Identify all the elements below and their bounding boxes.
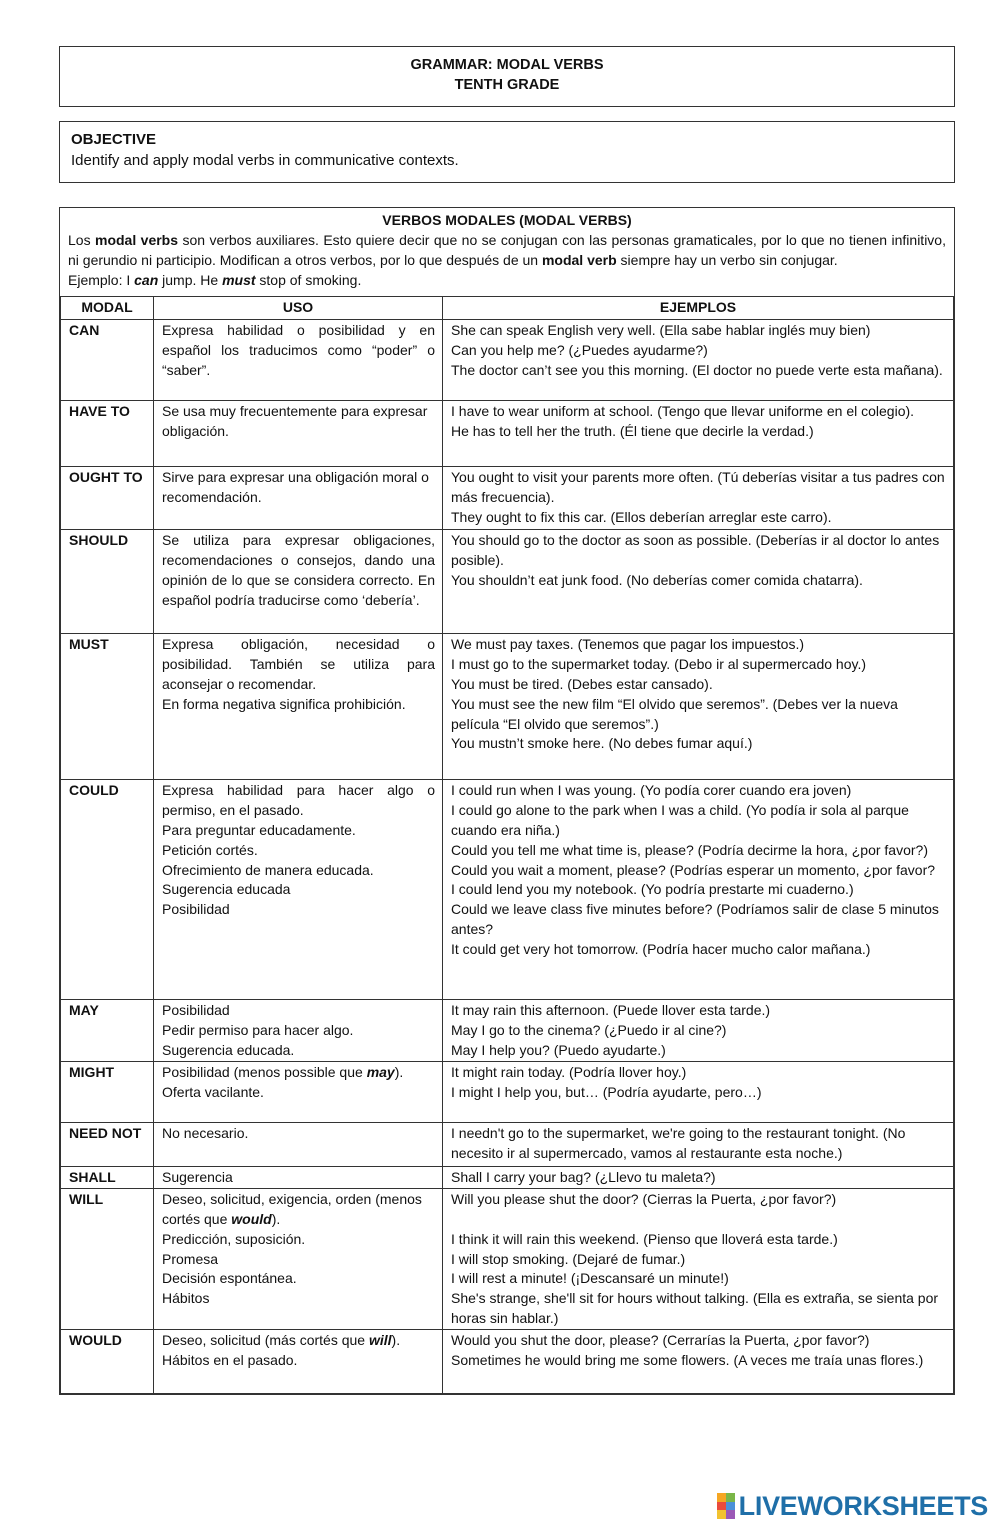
table-row [61, 779, 954, 999]
uso-line: Hábitos en el pasado. [162, 1352, 298, 1369]
table-header-row [61, 297, 954, 320]
table-row [61, 633, 954, 779]
header-ejemplos: EJEMPLOS [443, 297, 954, 320]
uso-cell [154, 633, 443, 779]
modal-cell: WILL [61, 1188, 154, 1329]
uso-line: Deseo, solicitud (más cortés que will). [162, 1332, 401, 1349]
title-box [59, 46, 955, 107]
intro-section [60, 208, 954, 296]
table-row [61, 400, 954, 466]
uso-line: Hábitos [162, 1290, 210, 1307]
modal-cell: CAN [61, 319, 154, 400]
uso-cell [154, 1188, 443, 1329]
example-line: I could go alone to the park when I was a child. (Yo podía ir sola al parque cuando era niña.) [451, 801, 909, 838]
example-line: The doctor can’t see you this morning. (El doctor no puede verte esta mañana). [451, 361, 943, 378]
liveworksheets-icon [717, 1493, 735, 1519]
page-subtitle: TENTH GRADE [454, 77, 560, 93]
uso-line: Expresa obligación, necesidad o posibilidad. También se utiliza para aconsejar o recomendar. [162, 635, 435, 692]
example-line: It may rain this afternoon. (Puede llover esta tarde.) [451, 1001, 771, 1018]
ejemplos-cell [443, 1330, 954, 1394]
example-line: It might rain today. (Podría llover hoy.) [451, 1063, 687, 1080]
logo-square [717, 1493, 726, 1502]
uso-line: Para preguntar educadamente. [162, 821, 356, 838]
example-line: You ought to visit your parents more often. (Tú deberías visitar a tus padres con más frecuencia). [451, 468, 945, 505]
logo-text: LIVEWORKSHEETS [738, 1490, 988, 1521]
uso-line: Petición cortés. [162, 841, 258, 858]
modal-cell: MIGHT [61, 1061, 154, 1122]
ejemplos-cell [443, 1061, 954, 1122]
header-modal: MODAL [61, 297, 154, 320]
ejemplos-cell [443, 999, 954, 1061]
uso-cell [154, 1122, 443, 1166]
ejemplos-cell [443, 319, 954, 400]
uso-line: Posibilidad [162, 901, 230, 918]
example-line: She can speak English very well. (Ella sabe hablar inglés muy bien) [451, 321, 871, 338]
uso-line: Pedir permiso para hacer algo. [162, 1021, 354, 1038]
example-line: May I go to the cinema? (¿Puedo ir al cine?) [451, 1021, 727, 1038]
example-line: We must pay taxes. (Tenemos que pagar los impuestos.) [451, 635, 805, 652]
modal-verbs-table [60, 296, 954, 1394]
uso-line: Se utiliza para expresar obligaciones, recomendaciones o consejos, dando una opinión de lo que se considera correcto. En español podría traducirse como ‘debería’. [162, 531, 435, 608]
example-line: Could you wait a moment, please? (Podrías esperar un momento, ¿por favor? [451, 861, 936, 878]
ejemplos-cell [443, 466, 954, 529]
example-line: You shouldn’t eat junk food. (No deberías comer comida chatarra). [451, 571, 863, 588]
example-line: I could run when I was young. (Yo podía corer cuando era joven) [451, 781, 852, 798]
uso-line: Posibilidad [162, 1001, 230, 1018]
objective-text: Identify and apply modal verbs in communicative contexts. [71, 152, 459, 169]
uso-line: Sugerencia educada. [162, 1041, 295, 1058]
uso-line: Ofrecimiento de manera educada. [162, 861, 374, 878]
logo-square [726, 1502, 735, 1511]
example-line: Would you shut the door, please? (Cerrarías la Puerta, ¿por favor?) [451, 1332, 870, 1349]
example-line [451, 1210, 946, 1230]
table-row [61, 319, 954, 400]
example-line: I must go to the supermarket today. (Debo ir al supermercado hoy.) [451, 655, 867, 672]
example-line: You should go to the doctor as soon as possible. (Deberías ir al doctor lo antes posible). [451, 531, 940, 568]
example-line: Will you please shut the door? (Cierras la Puerta, ¿por favor?) [451, 1190, 837, 1207]
table-row [61, 1188, 954, 1329]
table-row [61, 999, 954, 1061]
modal-cell: NEED NOT [61, 1122, 154, 1166]
table-row [61, 529, 954, 633]
example-line: They ought to fix this car. (Ellos deberían arreglar este carro). [451, 508, 832, 525]
uso-line: Sirve para expresar una obligación moral o recomendación. [162, 468, 429, 505]
modal-cell: COULD [61, 779, 154, 999]
header-uso: USO [154, 297, 443, 320]
modal-cell: SHOULD [61, 529, 154, 633]
example-line: It could get very hot tomorrow. (Podría hacer mucho calor mañana.) [451, 941, 871, 958]
example-line: I needn't go to the supermarket, we're going to the restaurant tonight. (No necesito ir al supermercado, vamos al restaurante esta noche.) [451, 1124, 906, 1161]
example-line: Can you help me? (¿Puedes ayudarme?) [451, 341, 708, 358]
uso-line: Sugerencia [162, 1168, 233, 1185]
objective-box [59, 121, 955, 183]
uso-line: Sugerencia educada [162, 881, 291, 898]
ejemplos-cell [443, 400, 954, 466]
intro-example: Ejemplo: I can jump. He must stop of smoking. [68, 272, 362, 288]
uso-line: Se usa muy frecuentemente para expresar obligación. [162, 402, 428, 439]
uso-line: Predicción, suposición. [162, 1230, 306, 1247]
example-line: You mustn’t smoke here. (No debes fumar aquí.) [451, 735, 753, 752]
example-line: Sometimes he would bring me some flowers. (A veces me traía unas flores.) [451, 1352, 924, 1369]
liveworksheets-logo [717, 1487, 988, 1525]
table-row [61, 466, 954, 529]
uso-cell [154, 1061, 443, 1122]
table-row [61, 1061, 954, 1122]
modal-cell: OUGHT TO [61, 466, 154, 529]
example-line: I will stop smoking. (Dejaré de fumar.) [451, 1250, 686, 1267]
example-line: May I help you? (Puedo ayudarte.) [451, 1041, 666, 1058]
modal-cell: MUST [61, 633, 154, 779]
uso-line: Posibilidad (menos possible que may). [162, 1063, 404, 1080]
modal-verbs-table-box [59, 207, 955, 1395]
example-line: Could we leave class five minutes before? (Podríamos salir de clase 5 minutos antes? [451, 901, 939, 938]
example-line: I might I help you, but… (Podría ayudarte, pero…) [451, 1083, 762, 1100]
example-line: Shall I carry your bag? (¿Llevo tu maleta?) [451, 1168, 716, 1185]
example-line: I will rest a minute! (¡Descansaré un minute!) [451, 1270, 729, 1287]
modal-cell: SHALL [61, 1166, 154, 1188]
logo-square [717, 1502, 726, 1511]
modal-cell: MAY [61, 999, 154, 1061]
table-row [61, 1122, 954, 1166]
modal-cell: WOULD [61, 1330, 154, 1394]
example-line: I could lend you my notebook. (Yo podría prestarte mi cuaderno.) [451, 881, 854, 898]
example-line: Could you tell me what time is, please? (Podría decirme la hora, ¿por favor?) [451, 841, 928, 858]
example-line: You must be tired. (Debes estar cansado). [451, 675, 713, 692]
page-title: GRAMMAR: MODAL VERBS [410, 57, 604, 73]
intro-paragraph: Los modal verbs son verbos auxiliares. Esto quiere decir que no se conjugan con las personas gramaticales, por lo que no tienen infinitivo, ni gerundio ni participio. Modifican a otros verbos, por lo que después de un modal verb siempre hay un verbo sin conjugar. [68, 232, 946, 268]
uso-line: Oferta vacilante. [162, 1083, 264, 1100]
uso-cell [154, 1166, 443, 1188]
uso-line: Decisión espontánea. [162, 1270, 297, 1287]
ejemplos-cell [443, 779, 954, 999]
example-line: She's strange, she'll sit for hours without talking. (Ella es extraña, se sienta por horas sin hablar.) [451, 1290, 939, 1327]
ejemplos-cell [443, 1166, 954, 1188]
uso-line: En forma negativa significa prohibición. [162, 695, 406, 712]
uso-cell [154, 1330, 443, 1394]
uso-cell [154, 999, 443, 1061]
example-line: You must see the new film “El olvido que seremos”. (Debes ver la nueva película “El olvido que seremos”.) [451, 695, 898, 732]
ejemplos-cell [443, 633, 954, 779]
uso-cell [154, 529, 443, 633]
uso-line: Expresa habilidad para hacer algo o permiso, en el pasado. [162, 781, 435, 818]
objective-heading: OBJECTIVE [71, 131, 157, 148]
uso-line: Promesa [162, 1250, 219, 1267]
intro-heading: VERBOS MODALES (MODAL VERBS) [382, 212, 632, 228]
table-row [61, 1330, 954, 1394]
example-line: He has to tell her the truth. (Él tiene que decirle la verdad.) [451, 422, 814, 439]
uso-line: Expresa habilidad o posibilidad y en español los traducimos como “poder” o “saber”. [162, 321, 435, 378]
modal-cell: HAVE TO [61, 400, 154, 466]
uso-cell [154, 319, 443, 400]
logo-square [717, 1510, 726, 1519]
uso-cell [154, 400, 443, 466]
table-row [61, 1166, 954, 1188]
uso-line: No necesario. [162, 1124, 249, 1141]
uso-cell [154, 466, 443, 529]
uso-cell [154, 779, 443, 999]
ejemplos-cell [443, 1122, 954, 1166]
example-line: I have to wear uniform at school. (Tengo que llevar uniforme en el colegio). [451, 402, 915, 419]
ejemplos-cell [443, 529, 954, 633]
ejemplos-cell [443, 1188, 954, 1329]
example-line: I think it will rain this weekend. (Pienso que lloverá esta tarde.) [451, 1230, 838, 1247]
logo-square [726, 1510, 735, 1519]
logo-square [726, 1493, 735, 1502]
uso-line: Deseo, solicitud, exigencia, orden (menos cortés que would). [162, 1190, 422, 1227]
